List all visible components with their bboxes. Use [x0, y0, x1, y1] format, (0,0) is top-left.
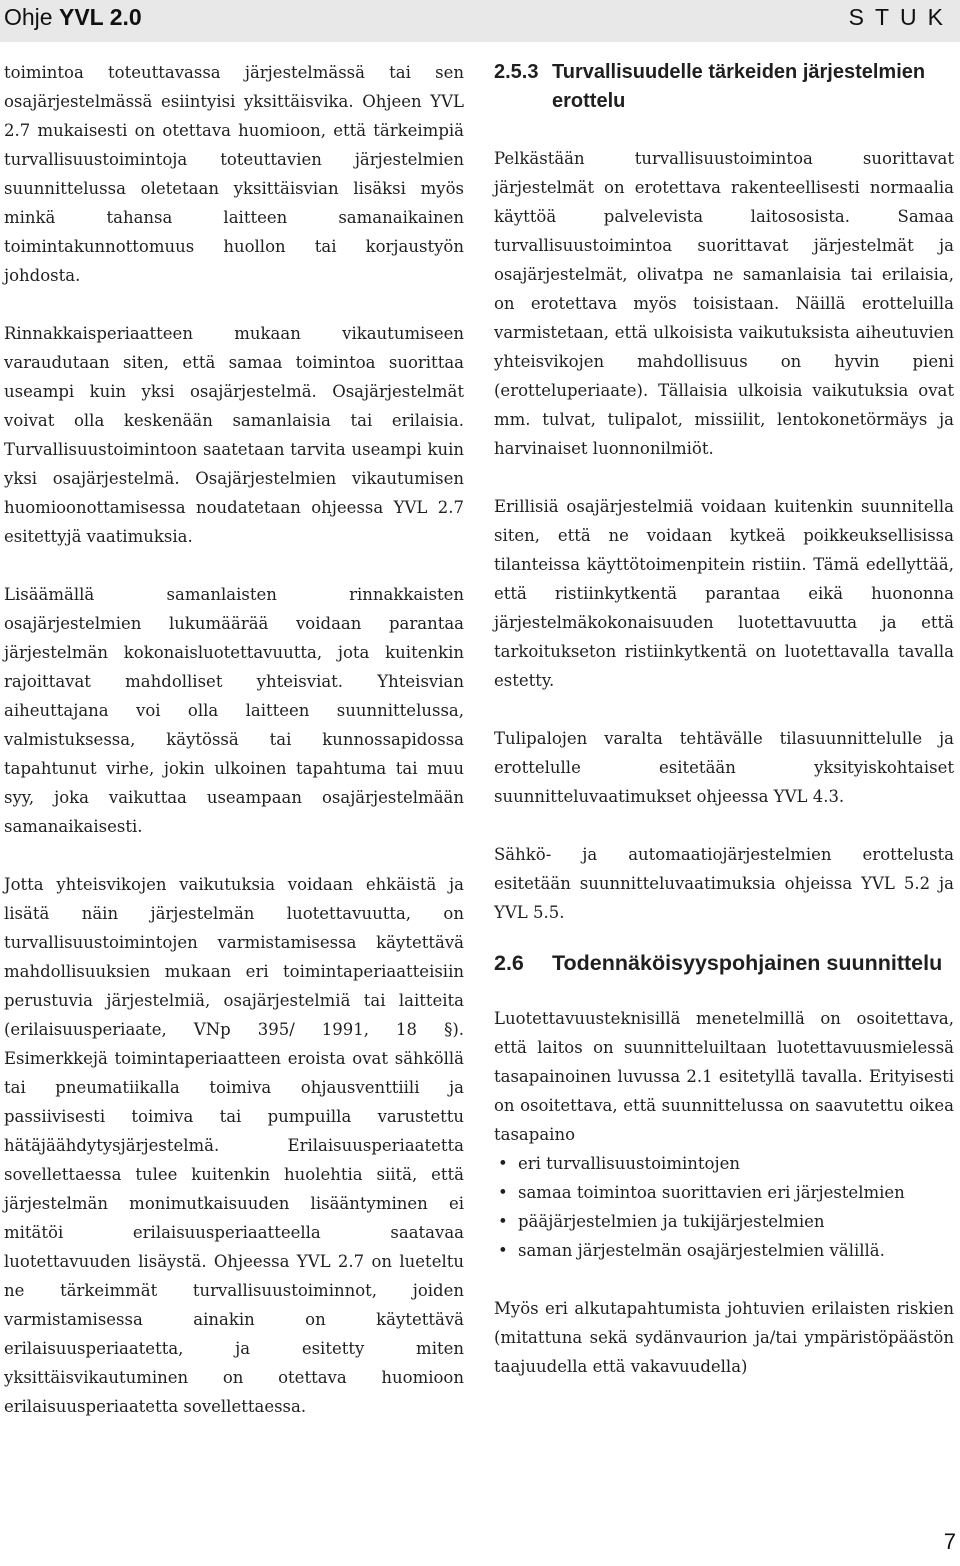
- list-item: • saman järjestelmän osajärjestelmien välillä.: [494, 1236, 954, 1265]
- document-code: YVL 2.0: [58, 4, 142, 30]
- publisher-name: STUK: [848, 4, 954, 30]
- paragraph: Myös eri alkutapahtumista johtuvien erilaisten riskien (mitattuna sekä sydänvaurion ja/tai ympäristöpäästön taajuudella että vakavuudella): [494, 1299, 954, 1376]
- paragraph: Jotta yhteisvikojen vaikutuksia voidaan ehkäistä ja lisätä näin järjestelmän luotettavuutta, on turvallisuustoimintojen varmistamisessa käytettävä mahdollisuuksien mukaan eri toimintaperiaatteisiin perustuvia järjestelmiä, osajärjestelmiä tai laitteita (erilaisuusperiaate, VNp 395/ 1991, 18 §). Esimerkkejä toimintaperiaatteen eroista ovat sähköllä tai pneumatiikalla toimiva ohjausventtiili ja passiivisesti toimiva tai pumpuilla varustettu hätäjäähdytysjärjestelmä. Erilaisuusperiaatetta sovellettaessa tulee kuitenkin huolehtia siitä, että järjestelmän monimutkaisuuden lisääntyminen ei mitätöi erilaisuusperiaatteella saatavaa luotettavuuden lisäystä. Ohjeessa YVL 2.7 on lueteltu ne tärkeimmät turvallisuustoiminnot, joiden varmistamisessa ainakin on käytettävä erilaisuusperiaatetta, ja esitetty miten yksittäisvikautuminen on otettava huomioon erilaisuusperiaatetta sovellettaessa.: [4, 875, 464, 1416]
- bullet-list: [494, 1149, 954, 1265]
- list-item: • pääjärjestelmien ja tukijärjestelmien: [494, 1207, 954, 1236]
- paragraph: Lisäämällä samanlaisten rinnakkaisten osajärjestelmien lukumäärää voidaan parantaa järjestelmän kokonaisluotettavuutta, jota kuitenkin rajoittavat mahdolliset yhteisviat. Yhteisvian aiheuttajana voi olla laitteen suunnittelussa, valmistuksessa, käytössä tai kunnossapidossa tapahtunut virhe, jokin ulkoinen tapahtuma tai muu syy, joka vaikuttaa useampaan osajärjestelmään samanaikaisesti.: [4, 585, 464, 836]
- paragraph: Pelkästään turvallisuustoimintoa suorittavat järjestelmät on erotettava rakenteellisesti normaalia käyttöä palvelevista laitososista. Samaa turvallisuustoimintoa suorittavat järjestelmät ja osajärjestelmät, olivatpa ne samanlaisia tai erilaisia, on erotettava myös toisistaan. Näillä erotteluilla varmistetaan, että ulkoisista vaikutuksista aiheutuvien yhteisvikojen mahdollisuus on hyvin pieni (erotteluperiaate). Tällaisia ulkoisia vaikutuksia ovat mm. tulvat, tulipalot, missiilit, lentokonetörmäys ja harvinaiset luonnonilmiöt.: [494, 149, 954, 458]
- section-title: Todennäköisyyspohjainen suunnittelu: [552, 951, 943, 975]
- paragraph: toimintoa toteuttavassa järjestelmässä tai sen osajärjestelmässä esiintyisi yksittäisvika. Ohjeen YVL 2.7 mukaisesti on otettava huomioon, että tärkeimpiä turvallisuustoimintoja toteuttavien järjestelmien suunnittelussa oletetaan yksittäisvian lisäksi myös minkä tahansa laitteen samanaikainen toimintakunnottomuus huollon tai korjaustyön johdosta.: [4, 63, 464, 285]
- paragraph: Erillisiä osajärjestelmiä voidaan kuitenkin suunnitella siten, että ne voidaan kytkeä poikkeuksellisissa tilanteissa käyttötoimenpitein ristiin. Tämä edellyttää, että ristiinkytkentä parantaa eikä huononna järjestelmäkokonaisuuden luotettavuutta ja että tarkoitukseton ristiinkytkentä on luotettavalla tavalla estetty.: [494, 497, 954, 690]
- document-title: [4, 2, 142, 32]
- right-column: [494, 58, 954, 1381]
- section-heading: [494, 949, 954, 978]
- paragraph: Tulipalojen varalta tehtävälle tilasuunnittelulle ja erottelulle esitetään yksityiskohtaiset suunnitteluvaatimukset ohjeessa YVL 4.3.: [494, 729, 954, 806]
- list-item: • eri turvallisuustoimintojen: [494, 1149, 954, 1178]
- left-column: [4, 58, 464, 1421]
- section-heading: [494, 58, 954, 116]
- section-number: 2.5.3: [494, 61, 539, 83]
- document-title-prefix: Ohje: [4, 4, 59, 30]
- paragraph: Luotettavuusteknisillä menetelmillä on osoitettava, että laitos on suunnitteluiltaan luotettavuusmielessä tasapainoinen luvussa 2.1 esitetyllä tavalla. Erityisesti on osoitettava, että suunnittelussa on saavutettu oikea tasapaino: [494, 1009, 954, 1144]
- page-number: 7: [943, 1529, 956, 1554]
- page-header: [0, 0, 960, 42]
- paragraph: Sähkö- ja automaatiojärjestelmien erottelusta esitetään suunnitteluvaatimuksia ohjeissa YVL 5.2 ja YVL 5.5.: [494, 845, 954, 922]
- section-title: Turvallisuudelle tärkeiden järjestelmien erottelu: [552, 61, 926, 112]
- list-item: • samaa toimintoa suorittavien eri järjestelmien: [494, 1178, 954, 1207]
- paragraph: Rinnakkaisperiaatteen mukaan vikautumiseen varaudutaan siten, että samaa toimintoa suorittaa useampi kuin yksi osajärjestelmä. Osajärjestelmät voivat olla keskenään samanlaisia tai erilaisia. Turvallisuustoimintoon saatetaan tarvita useampi kuin yksi osajärjestelmä. Osajärjestelmien vikautumisen huomioonottamisessa noudatetaan ohjeessa YVL 2.7 esitettyjä vaatimuksia.: [4, 324, 464, 546]
- section-number: 2.6: [494, 951, 524, 975]
